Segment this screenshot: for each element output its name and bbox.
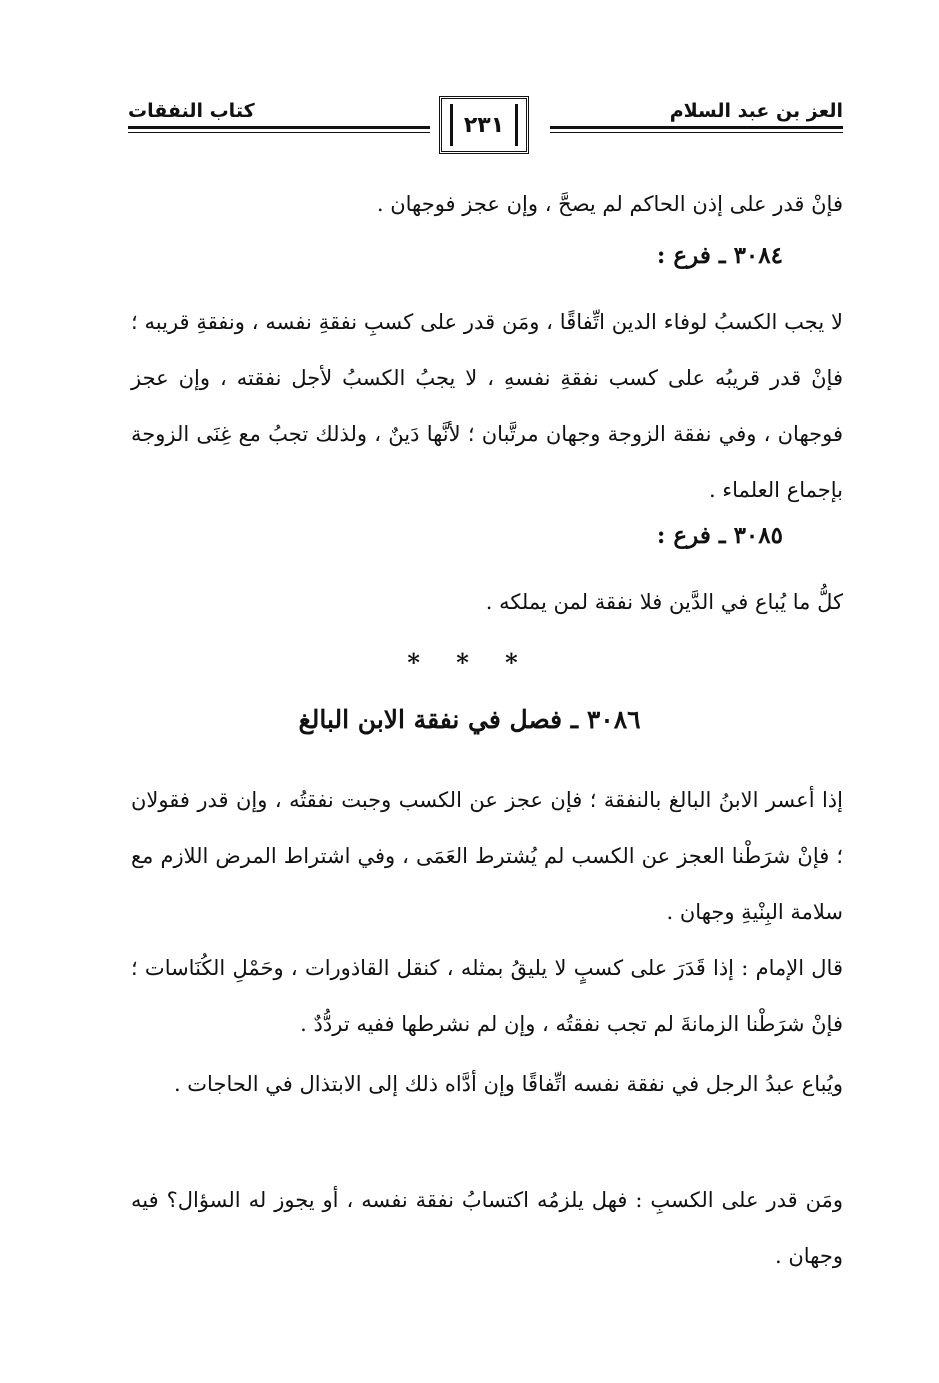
header-rule-left-thin <box>128 132 430 133</box>
page-header <box>128 92 843 162</box>
page-number: ٢٣١ <box>463 112 505 138</box>
page-number-frame-inner <box>450 104 518 146</box>
paragraph-4: إذا أعسر الابنُ البالغ بالنفقة ؛ فإن عجز عن الكسب وجبت نفقتُه ، وإن قدر فقولان ؛ فإنْ شرَطْنا العجز عن الكسب لم يُشترط العَمَى ، وفي اشتراط المرض اللازم مع سلامة البِنْيةِ وجهان . <box>131 788 843 924</box>
branch-heading-3084: ٣٠٨٤ ـ فرع : <box>656 242 783 269</box>
paragraph-5: قال الإمام : إذا قَدَرَ على كسبٍ لا يليقُ بمثله ، كنقل القاذورات ، وحَمْلِ الكُنَاسات ؛ فإنْ شرَطْنا الزمانةَ لم تجب نفقتُه ، وإن لم نشرطها ففيه تردُّدٌ . <box>131 956 843 1036</box>
paragraph-7: ومَن قدر على الكسبِ : فهل يلزمُه اكتسابُ نفقة نفسه ، أو يجوز له السؤال؟ فيه وجهان . <box>131 1188 843 1268</box>
page-number-frame <box>439 96 529 154</box>
paragraph-2: لا يجب الكسبُ لوفاء الدين اتِّفاقًا ، ومَن قدر على كسبِ نفقةِ نفسه ، ونفقةِ قريبه ؛ فإنْ قدر قريبُه على كسب نفقةِ نفسهِ ، لا يجبُ الكسبُ لأجل نفقته ، وإن عجز فوجهان ، وفي نفقة الزوجة وجهان مرتَّبان ؛ لأنَّها دَينٌ ، ولذلك تجبُ مع غِنَى الزوجة بإجماع العلماء . <box>131 310 843 502</box>
paragraph-1: فإنْ قدر على إذن الحاكم لم يصحَّ ، وإن عجز فوجهان . <box>376 192 843 216</box>
header-author: العز بن عبد السلام <box>669 100 843 122</box>
section-divider-stars: * * * <box>407 648 532 677</box>
paragraph-3: كلُّ ما يُباع في الدَّين فلا نفقة لمن يملكه . <box>485 590 843 614</box>
header-rule-left-thick <box>128 126 430 129</box>
header-rule-right-thick <box>550 126 843 129</box>
chapter-title: ٣٠٨٦ ـ فصل في نفقة الابن البالغ <box>298 705 641 734</box>
header-rule-right-thin <box>550 132 843 133</box>
header-book-title: كتاب النفقات <box>128 100 255 122</box>
branch-heading-3085: ٣٠٨٥ ـ فرع : <box>656 522 783 549</box>
paragraph-6: ويُباع عبدُ الرجل في نفقة نفسه اتِّفاقًا وإن أدَّاه ذلك إلى الابتذال في الحاجات . <box>173 1072 843 1096</box>
